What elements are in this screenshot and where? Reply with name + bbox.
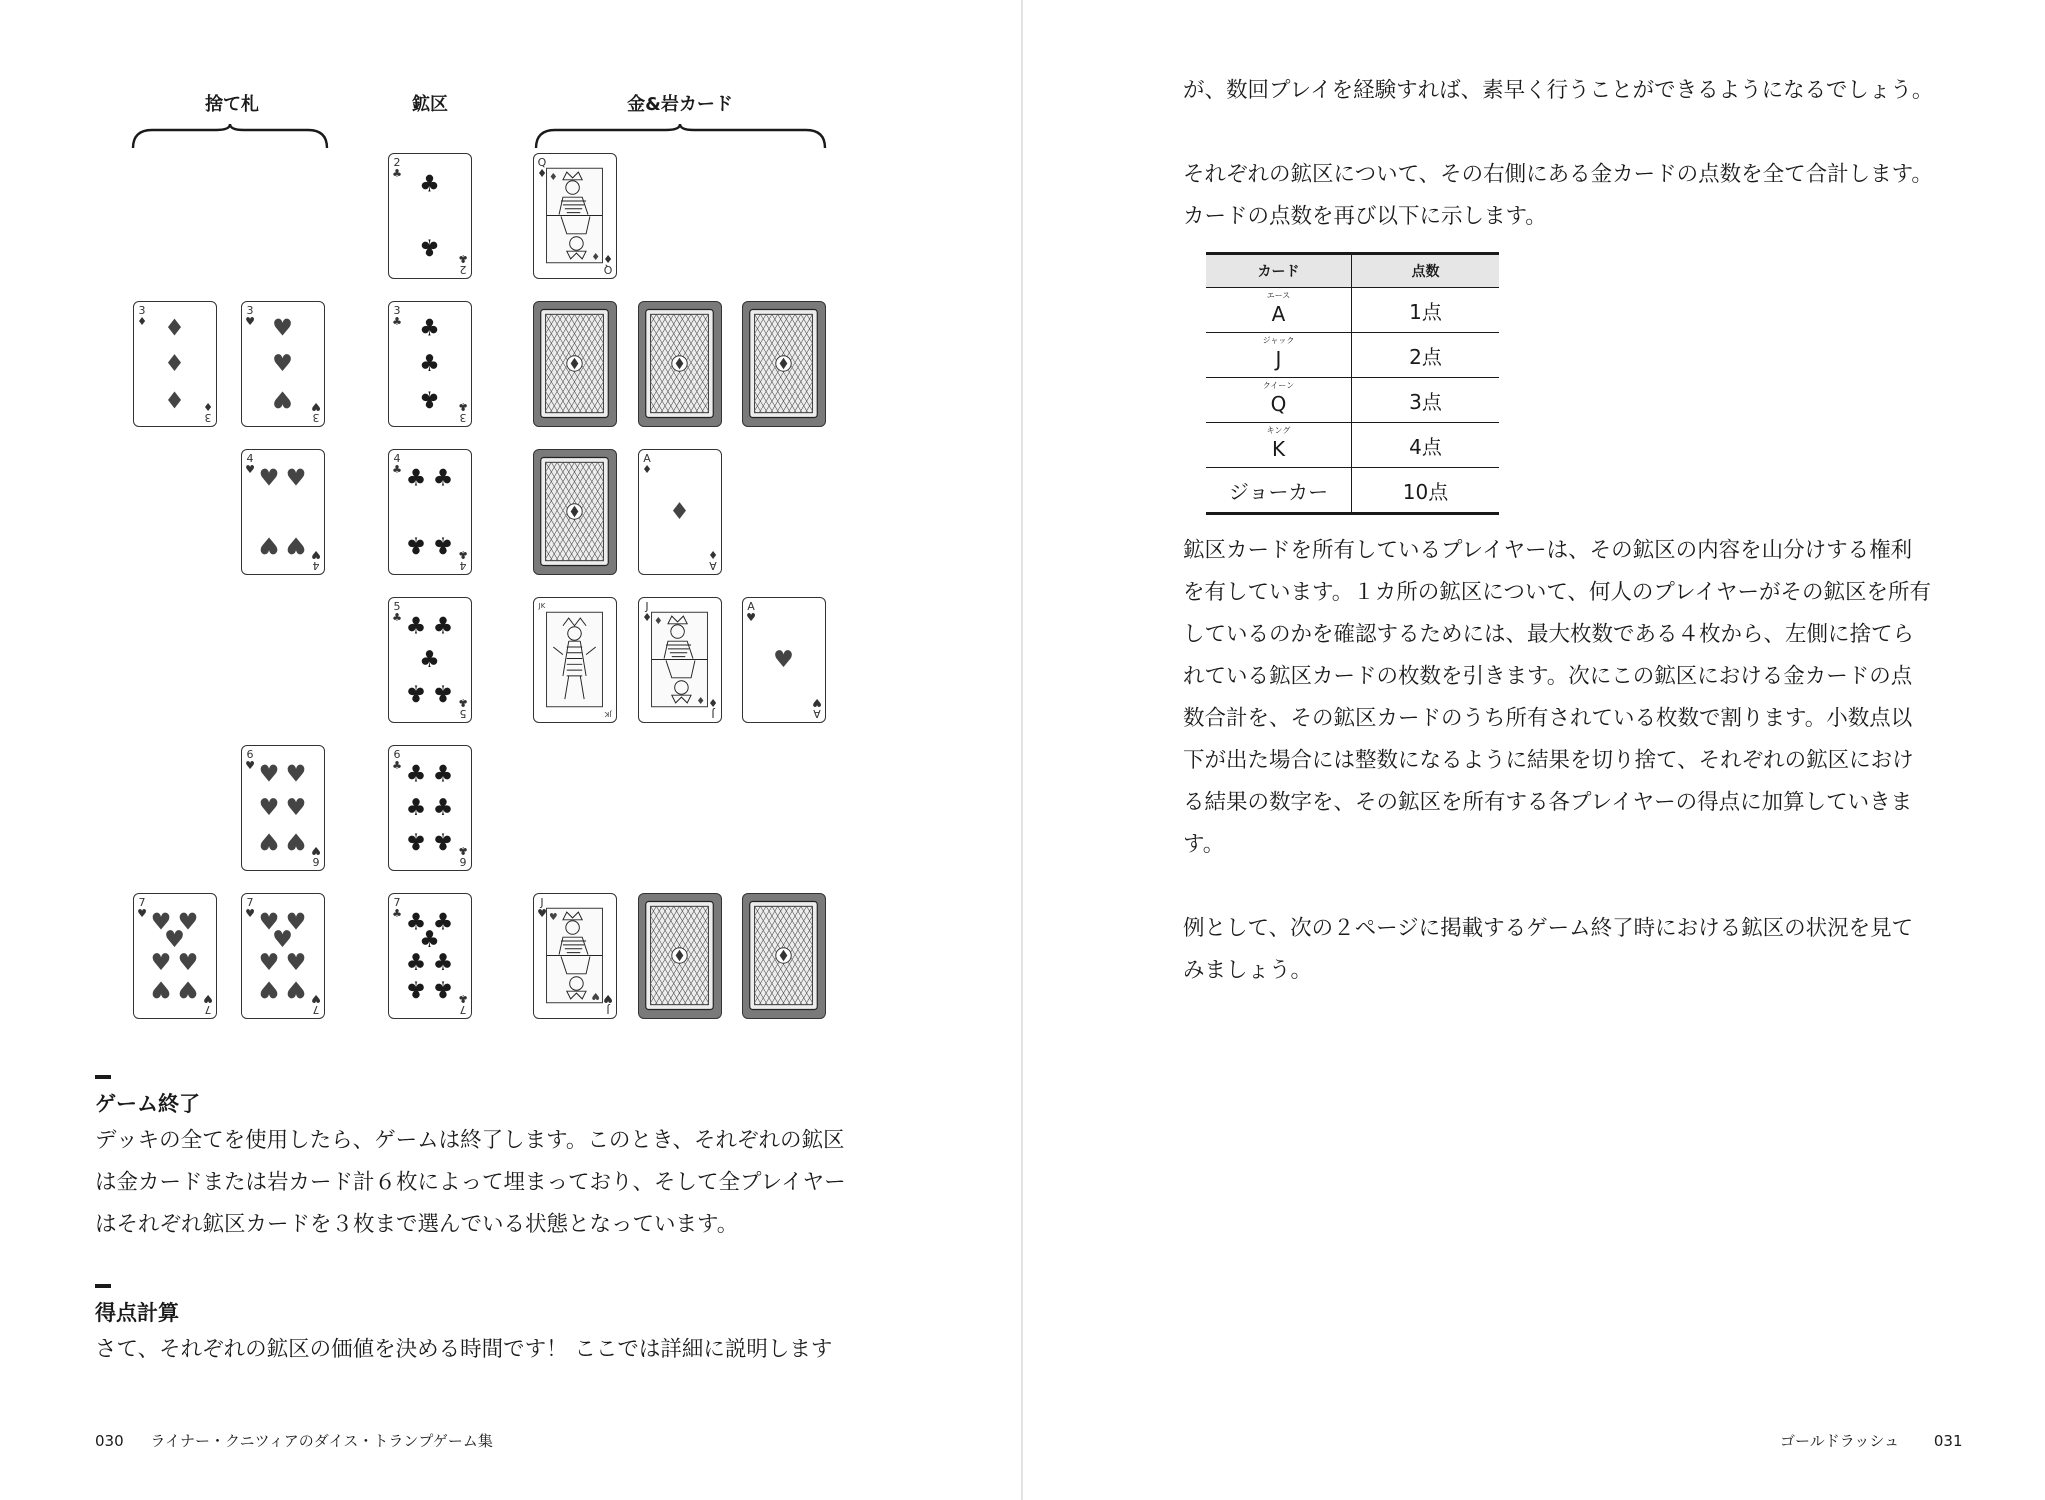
card-rank: A xyxy=(709,559,717,572)
chapter-title: ゴールドラッシュ xyxy=(1780,1432,1900,1450)
svg-text:♥: ♥ xyxy=(773,647,794,674)
card-rank: 4 xyxy=(459,559,467,572)
svg-text:♥: ♥ xyxy=(285,909,307,936)
card-suit: ♦ xyxy=(603,252,613,265)
gold-rock-brace xyxy=(533,122,828,152)
svg-text:♣: ♣ xyxy=(432,465,454,492)
para-ownership xyxy=(1183,530,1931,866)
card-index xyxy=(745,601,757,623)
svg-text:♣: ♣ xyxy=(432,795,454,822)
svg-text:♥: ♥ xyxy=(285,827,307,854)
svg-text:♥: ♥ xyxy=(177,975,199,1002)
card-rank: 3 xyxy=(312,411,320,424)
card-rank: J xyxy=(540,896,544,909)
text-line: 例として、次の２ページに掲載するゲーム終了時における鉱区の状況を見て xyxy=(1183,916,1914,941)
card-index xyxy=(391,601,403,623)
svg-text:♥: ♥ xyxy=(177,949,199,976)
card-suit: ♣ xyxy=(458,696,468,709)
svg-text:♦: ♦ xyxy=(653,615,663,627)
text-line: 数合計を、その鉱区カードのうち所有されている枚数で割ります。小数点以 xyxy=(1183,706,1913,731)
svg-text:♥: ♥ xyxy=(258,975,280,1002)
text-line: さて、それぞれの鉱区の価値を決める時間です！ ここでは詳細に説明します xyxy=(95,1337,833,1362)
card-index xyxy=(310,401,322,423)
card-index xyxy=(391,305,403,327)
table-cell-points: 3点 xyxy=(1352,378,1500,423)
card-rank: 5 xyxy=(393,600,401,613)
playing-card xyxy=(388,745,472,871)
table-row xyxy=(1206,468,1499,514)
svg-text:♥: ♥ xyxy=(258,795,280,822)
svg-text:♣: ♣ xyxy=(432,679,454,706)
svg-text:♥: ♥ xyxy=(272,385,293,412)
card-back xyxy=(742,301,826,427)
card-index xyxy=(457,253,469,275)
card-index xyxy=(602,708,614,719)
svg-text:♦: ♦ xyxy=(164,315,185,342)
text-line: れている鉱区カードの枚数を引きます。次にこの鉱区における金カードの点 xyxy=(1183,664,1913,689)
svg-text:♣: ♣ xyxy=(419,926,440,953)
card-index xyxy=(457,549,469,571)
card-suit: ♥ xyxy=(137,907,147,920)
playing-card xyxy=(533,597,617,723)
card-rank: 3 xyxy=(204,411,212,424)
card-rank: 6 xyxy=(459,855,467,868)
ruby-reading: キング xyxy=(1266,426,1291,435)
card-rank: A xyxy=(747,600,755,613)
svg-text:♥: ♥ xyxy=(177,909,199,936)
svg-text:♣: ♣ xyxy=(432,531,454,558)
text-line: 下が出た場合には整数になるように結果を切り捨て、それぞれの鉱区におけ xyxy=(1183,748,1914,773)
svg-text:♥: ♥ xyxy=(258,949,280,976)
card-rank: 7 xyxy=(312,1003,320,1016)
svg-text:♣: ♣ xyxy=(419,315,440,342)
svg-text:♣: ♣ xyxy=(405,795,427,822)
text-line: る結果の数字を、その鉱区を所有する各プレイヤーの得点に加算していきま xyxy=(1183,790,1913,815)
card-suit: ♦ xyxy=(642,611,652,624)
heading-scoring: 得点計算 xyxy=(95,1301,179,1325)
svg-text:♥: ♥ xyxy=(591,990,601,1002)
section-mark xyxy=(95,1075,111,1079)
playing-card xyxy=(533,893,617,1019)
footer-right xyxy=(1780,1430,1963,1451)
card-index xyxy=(310,993,322,1015)
card-suit: ♥ xyxy=(812,696,822,709)
card-rank: 7 xyxy=(459,1003,467,1016)
card-index xyxy=(244,305,256,327)
table-cell-card xyxy=(1206,468,1352,514)
card-index xyxy=(641,601,653,623)
card-rank: 2 xyxy=(459,263,467,276)
table-cell-points: 2点 xyxy=(1352,333,1500,378)
text-line: デッキの全てを使用したら、ゲームは終了します。このとき、それぞれの鉱区 xyxy=(95,1128,845,1153)
table-cell-points: 4点 xyxy=(1352,423,1500,468)
svg-text:♦: ♦ xyxy=(669,499,690,526)
card-suit: ♣ xyxy=(392,463,402,476)
card-rank: 5 xyxy=(459,707,467,720)
game-end-text xyxy=(95,1120,846,1246)
card-suit: ♦ xyxy=(137,315,147,328)
card-name: K xyxy=(1271,437,1286,461)
card-suit: ♣ xyxy=(392,167,402,180)
svg-text:♥: ♥ xyxy=(285,795,307,822)
ruby-reading: エース xyxy=(1266,291,1291,300)
card-index xyxy=(811,697,823,719)
table-cell-card xyxy=(1206,378,1352,423)
svg-text:♥: ♥ xyxy=(258,465,280,492)
text-line: は金カードまたは岩カード計６枚によって埋まっており、そして全プレイヤー xyxy=(95,1170,846,1195)
card-suit: ♦ xyxy=(708,696,718,709)
svg-text:♣: ♣ xyxy=(419,233,440,260)
svg-text:♦: ♦ xyxy=(696,694,706,706)
svg-text:♣: ♣ xyxy=(432,909,454,936)
table-header-card: カード xyxy=(1206,254,1352,288)
svg-text:♣: ♣ xyxy=(405,975,427,1002)
card-rank: 4 xyxy=(246,452,254,465)
card-rank: 4 xyxy=(312,559,320,572)
svg-text:♣: ♣ xyxy=(405,679,427,706)
card-suit: ♥ xyxy=(245,907,255,920)
playing-card xyxy=(742,597,826,723)
page-number: 031 xyxy=(1933,1432,1963,1450)
page-number: 030 xyxy=(95,1432,124,1450)
table-cell-card xyxy=(1206,288,1352,333)
footer-left xyxy=(95,1430,493,1451)
card-suit: ♥ xyxy=(245,463,255,476)
table-cell-points: 1点 xyxy=(1352,288,1500,333)
card-index xyxy=(391,157,403,179)
card-index xyxy=(536,897,548,919)
card-index xyxy=(457,845,469,867)
card-index xyxy=(244,749,256,771)
heading-game-end: ゲーム終了 xyxy=(95,1092,200,1116)
text-line: 鉱区カードを所有しているプレイヤーは、その鉱区の内容を山分けする権利 xyxy=(1183,538,1913,563)
table-row xyxy=(1206,288,1499,333)
points-table xyxy=(1206,252,1499,515)
playing-card xyxy=(241,893,325,1019)
card-rank: 6 xyxy=(312,855,320,868)
card-index xyxy=(202,993,214,1015)
playing-card xyxy=(241,449,325,575)
card-index xyxy=(391,897,403,919)
svg-text:♣: ♣ xyxy=(432,827,454,854)
card-back xyxy=(742,893,826,1019)
svg-text:♣: ♣ xyxy=(405,909,427,936)
card-index xyxy=(536,601,548,612)
card-suit: ♥ xyxy=(245,759,255,772)
card-rank: JK xyxy=(538,602,546,610)
card-rank: 3 xyxy=(459,411,467,424)
card-suit: ♥ xyxy=(311,992,321,1005)
text-line: カードの点数を再び以下に示します。 xyxy=(1183,204,1547,229)
card-index xyxy=(310,549,322,571)
svg-text:♣: ♣ xyxy=(405,613,427,640)
svg-text:♥: ♥ xyxy=(258,909,280,936)
para-sum xyxy=(1183,154,1933,238)
card-suit: ♦ xyxy=(203,400,213,413)
svg-text:♥: ♥ xyxy=(285,465,307,492)
card-rank: 7 xyxy=(393,896,401,909)
card-name: ジョーカー xyxy=(1228,479,1329,504)
svg-text:♣: ♣ xyxy=(419,351,440,378)
card-rank: A xyxy=(643,452,651,465)
card-rank: 3 xyxy=(393,304,401,317)
card-rank: 2 xyxy=(393,156,401,169)
text-line: みましょう。 xyxy=(1183,958,1313,983)
card-index xyxy=(391,749,403,771)
text-line: が、数回プレイを経験すれば、素早く行うことができるようになるでしょう。 xyxy=(1183,78,1934,103)
playing-card xyxy=(533,153,617,279)
card-rank: 7 xyxy=(138,896,146,909)
card-index xyxy=(602,253,614,275)
svg-text:♣: ♣ xyxy=(432,975,454,1002)
svg-text:♥: ♥ xyxy=(164,926,185,953)
card-rank: 6 xyxy=(246,748,254,761)
card-rank: 4 xyxy=(393,452,401,465)
svg-text:♥: ♥ xyxy=(548,911,558,923)
text-line: しているのかを確認するためには、最大枚数である４枚から、左側に捨てら xyxy=(1183,622,1915,647)
card-suit: ♣ xyxy=(458,400,468,413)
svg-text:♥: ♥ xyxy=(258,761,280,788)
card-suit: ♥ xyxy=(603,992,613,1005)
card-suit: ♥ xyxy=(311,548,321,561)
playing-card xyxy=(241,745,325,871)
svg-text:♣: ♣ xyxy=(432,761,454,788)
label-mine: 鉱区 xyxy=(412,94,448,115)
playing-card xyxy=(388,153,472,279)
card-suit: ♣ xyxy=(392,611,402,624)
svg-text:♥: ♥ xyxy=(150,949,172,976)
right-page xyxy=(1023,0,2045,1500)
card-suit: ♥ xyxy=(537,907,547,920)
playing-card xyxy=(388,449,472,575)
svg-text:♣: ♣ xyxy=(405,949,427,976)
card-back xyxy=(533,301,617,427)
svg-text:♥: ♥ xyxy=(272,926,293,953)
svg-text:♥: ♥ xyxy=(285,949,307,976)
svg-text:♥: ♥ xyxy=(285,975,307,1002)
ruby-reading: ジャック xyxy=(1262,336,1295,345)
card-rank: J xyxy=(711,707,715,720)
svg-text:♣: ♣ xyxy=(405,761,427,788)
table-row xyxy=(1206,333,1499,378)
label-gold-rock: 金&岩カード xyxy=(627,94,733,115)
ruby-reading: クイーン xyxy=(1262,381,1295,390)
card-name: J xyxy=(1275,347,1282,371)
card-index xyxy=(136,305,148,327)
table-row xyxy=(1206,423,1499,468)
svg-text:♣: ♣ xyxy=(405,827,427,854)
card-index xyxy=(602,993,614,1015)
card-suit: ♥ xyxy=(746,611,756,624)
svg-text:♥: ♥ xyxy=(272,351,293,378)
card-index xyxy=(310,845,322,867)
card-rank: Q xyxy=(537,156,547,169)
label-discard: 捨て札 xyxy=(205,94,259,115)
card-name: Q xyxy=(1270,392,1287,416)
playing-card xyxy=(133,301,217,427)
card-suit: ♣ xyxy=(392,759,402,772)
card-rank: JK xyxy=(604,710,612,718)
card-rank: 3 xyxy=(138,304,146,317)
discard-brace xyxy=(130,122,330,152)
card-index xyxy=(457,993,469,1015)
playing-card xyxy=(241,301,325,427)
table-row xyxy=(1206,378,1499,423)
card-suit: ♣ xyxy=(392,315,402,328)
text-line: はそれぞれ鉱区カードを３枚まで選んでいる状態となっています。 xyxy=(95,1212,739,1237)
card-index xyxy=(244,897,256,919)
card-suit: ♣ xyxy=(392,907,402,920)
card-suit: ♥ xyxy=(311,844,321,857)
card-index xyxy=(707,549,719,571)
card-rank: J xyxy=(645,600,649,613)
card-index xyxy=(536,157,548,179)
svg-text:♦: ♦ xyxy=(548,171,558,183)
playing-card xyxy=(638,449,722,575)
card-suit: ♥ xyxy=(245,315,255,328)
svg-text:♣: ♣ xyxy=(432,949,454,976)
text-line: それぞれの鉱区について、その右側にある金カードの点数を全て合計します。 xyxy=(1183,162,1933,187)
card-suit: ♦ xyxy=(708,548,718,561)
card-suit: ♦ xyxy=(537,167,547,180)
svg-text:♥: ♥ xyxy=(258,531,280,558)
table-cell-card xyxy=(1206,423,1352,468)
playing-card xyxy=(388,301,472,427)
para-continued xyxy=(1183,70,1933,112)
card-suit: ♣ xyxy=(458,992,468,1005)
playing-card xyxy=(388,893,472,1019)
text-line: す。 xyxy=(1183,832,1225,857)
svg-text:♥: ♥ xyxy=(272,315,293,342)
svg-text:♥: ♥ xyxy=(258,827,280,854)
card-suit: ♣ xyxy=(458,844,468,857)
card-rank: 3 xyxy=(246,304,254,317)
svg-text:♣: ♣ xyxy=(419,171,440,198)
svg-text:♣: ♣ xyxy=(419,647,440,674)
para-example xyxy=(1183,908,1913,992)
card-rank: 7 xyxy=(246,896,254,909)
card-suit: ♣ xyxy=(458,252,468,265)
section-mark xyxy=(95,1284,111,1288)
svg-text:♥: ♥ xyxy=(150,975,172,1002)
card-rank: J xyxy=(606,1003,610,1016)
card-back xyxy=(638,301,722,427)
svg-text:♣: ♣ xyxy=(432,613,454,640)
svg-text:♦: ♦ xyxy=(591,250,601,262)
table-cell-card xyxy=(1206,333,1352,378)
table-header-points: 点数 xyxy=(1352,254,1500,288)
card-rank: A xyxy=(813,707,821,720)
svg-text:♣: ♣ xyxy=(405,531,427,558)
svg-text:♥: ♥ xyxy=(285,531,307,558)
text-line: を有しています。１カ所の鉱区について、何人のプレイヤーがその鉱区を所有 xyxy=(1183,580,1931,605)
card-suit: ♣ xyxy=(458,548,468,561)
svg-text:♣: ♣ xyxy=(405,465,427,492)
playing-card xyxy=(133,893,217,1019)
card-index xyxy=(641,453,653,475)
card-index xyxy=(202,401,214,423)
card-index xyxy=(244,453,256,475)
card-back xyxy=(533,449,617,575)
card-index xyxy=(136,897,148,919)
svg-text:♥: ♥ xyxy=(285,761,307,788)
svg-text:♦: ♦ xyxy=(164,351,185,378)
left-page xyxy=(0,0,1022,1500)
card-suit: ♥ xyxy=(311,400,321,413)
card-rank: 7 xyxy=(204,1003,212,1016)
card-suit: ♦ xyxy=(642,463,652,476)
table-cell-points: 10点 xyxy=(1352,468,1500,514)
card-index xyxy=(457,401,469,423)
card-index xyxy=(391,453,403,475)
card-index xyxy=(457,697,469,719)
card-rank: Q xyxy=(603,263,613,276)
svg-text:♦: ♦ xyxy=(164,385,185,412)
scoring-text xyxy=(95,1329,832,1371)
svg-text:♥: ♥ xyxy=(150,909,172,936)
card-back xyxy=(638,893,722,1019)
card-name: A xyxy=(1271,302,1286,326)
svg-text:♣: ♣ xyxy=(419,385,440,412)
book-title: ライナー・クニツィアのダイス・トランプゲーム集 xyxy=(150,1432,493,1450)
card-suit: ♥ xyxy=(203,992,213,1005)
card-rank: 6 xyxy=(393,748,401,761)
playing-card xyxy=(388,597,472,723)
card-index xyxy=(707,697,719,719)
playing-card xyxy=(638,597,722,723)
